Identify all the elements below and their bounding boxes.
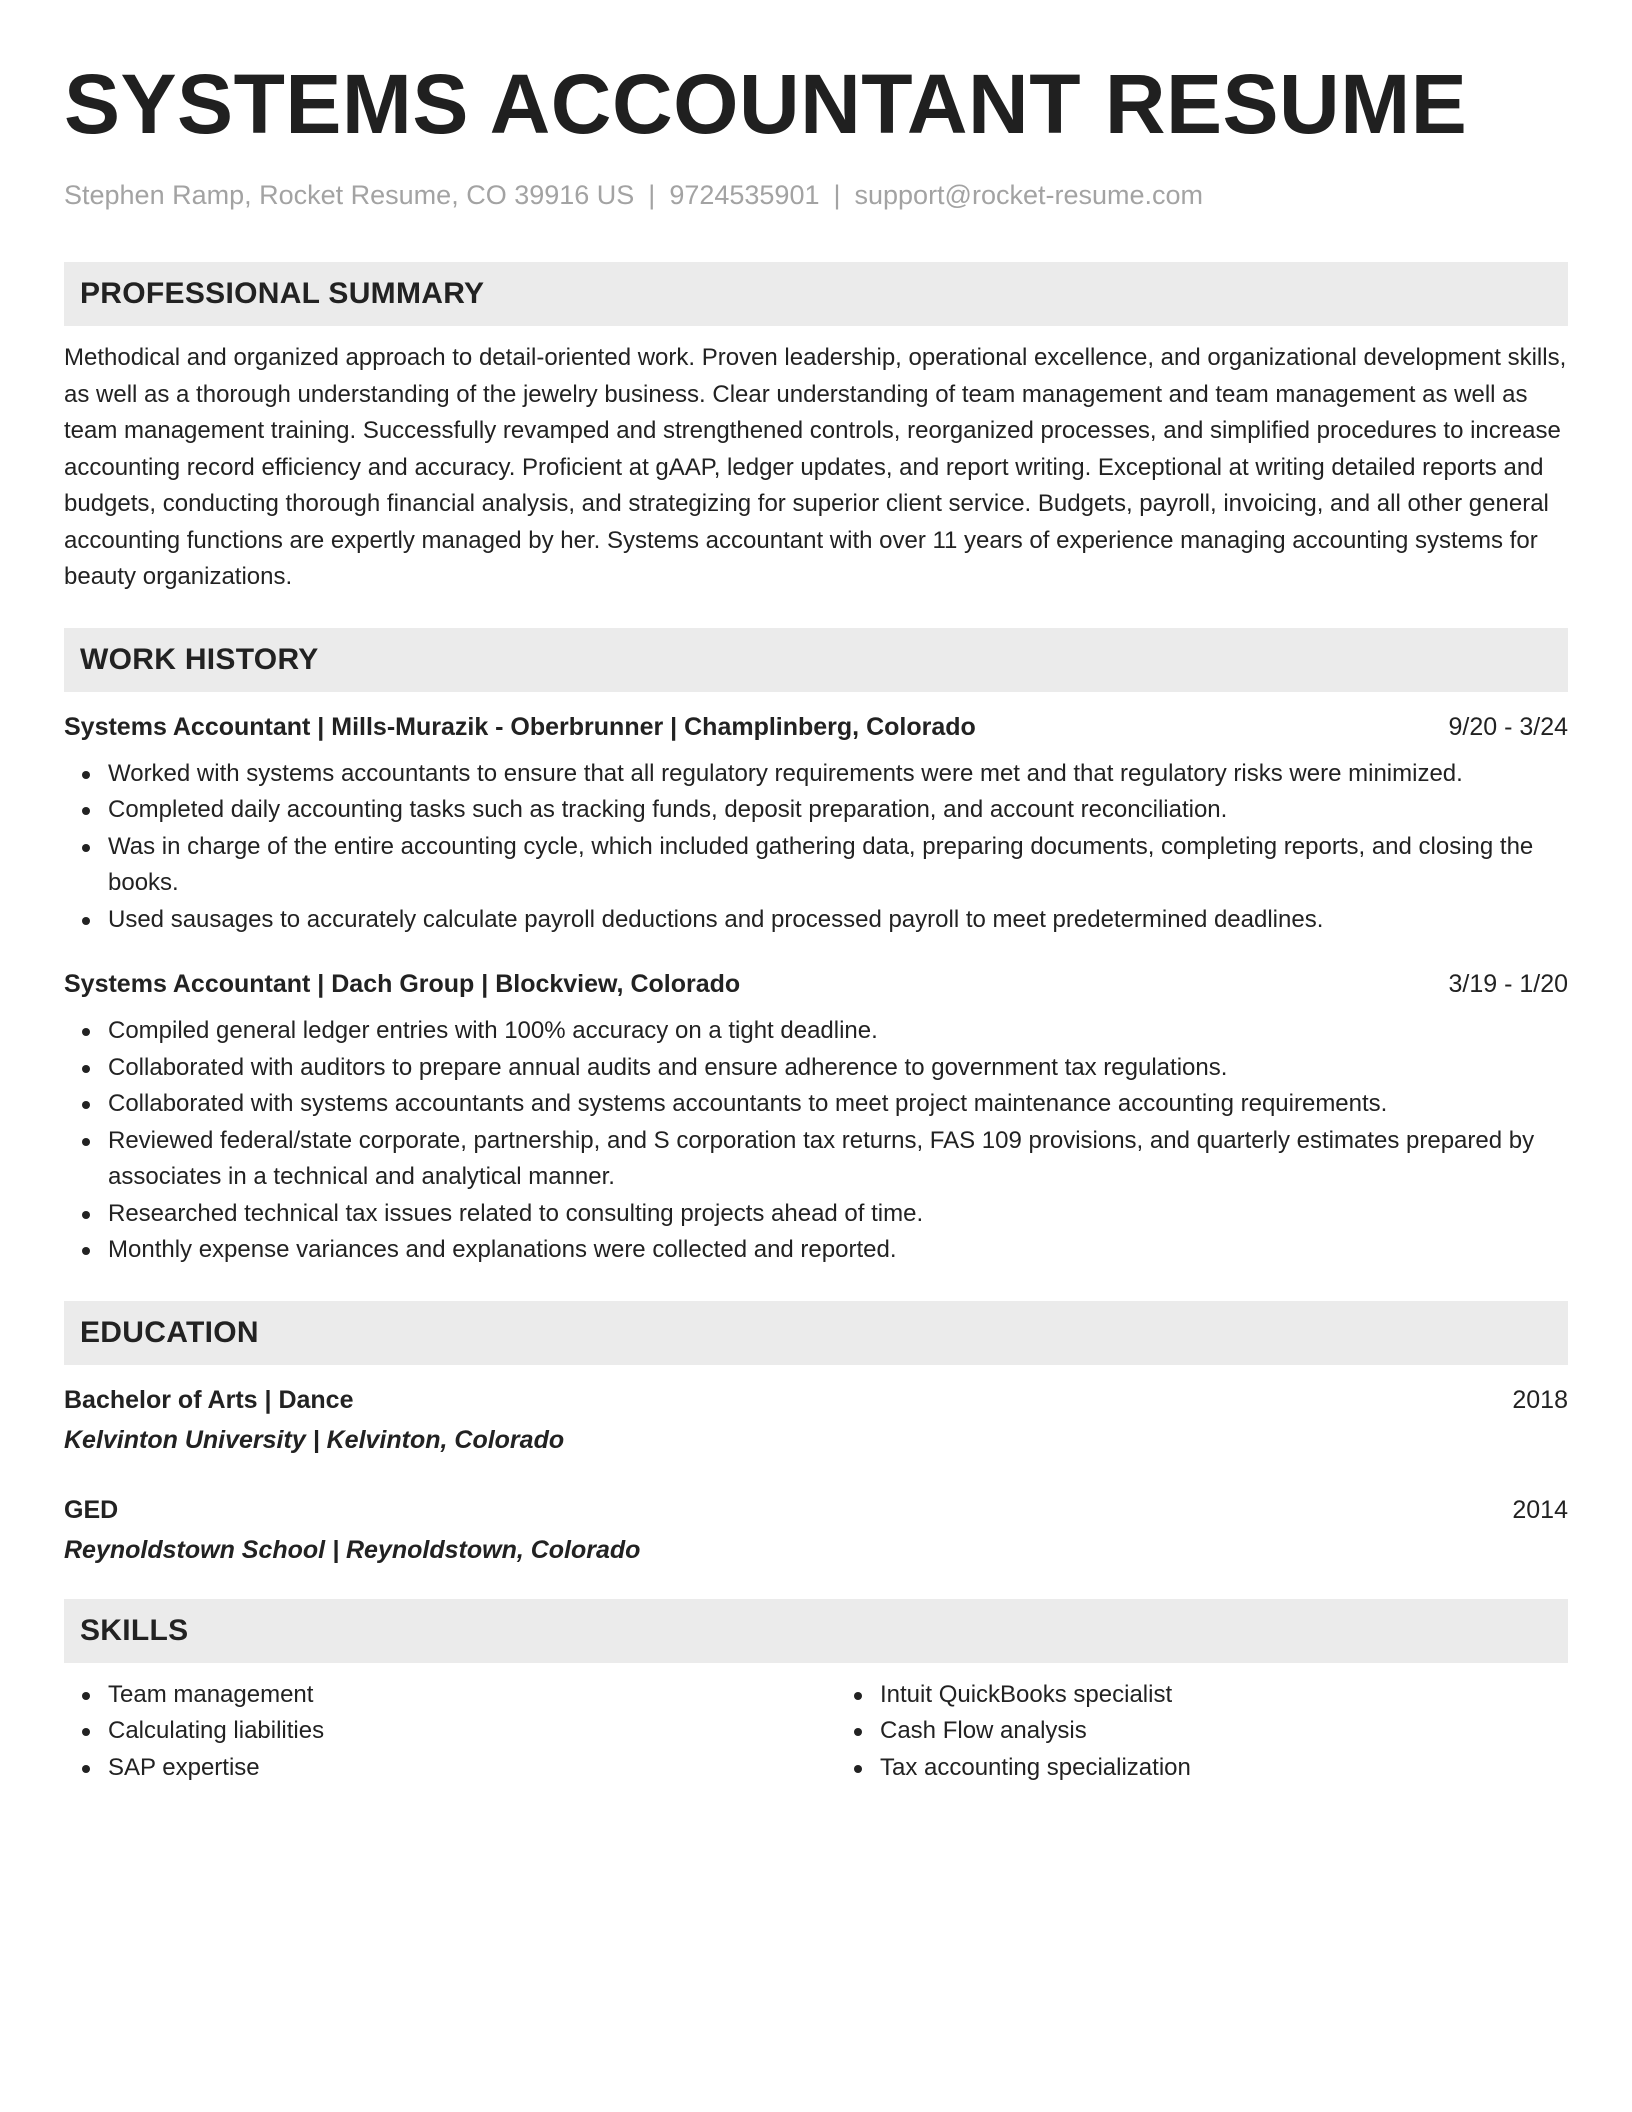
- job-bullet: Collaborated with systems accountants and systems accountants to meet project maintenance accounting requirements.: [108, 1086, 1568, 1123]
- contact-phone: 9724535901: [669, 180, 820, 210]
- skills-list: [64, 1677, 1568, 1787]
- section-header-work-history: WORK HISTORY: [64, 628, 1568, 692]
- job-bullet: Researched technical tax issues related to consulting projects ahead of time.: [108, 1196, 1568, 1233]
- job-bullet: Collaborated with auditors to prepare annual audits and ensure adherence to government tax regulations.: [108, 1050, 1568, 1087]
- contact-line: [64, 178, 1568, 212]
- skill-item: Calculating liabilities: [108, 1713, 816, 1750]
- job-bullets: [64, 756, 1568, 939]
- education-header: [64, 1383, 1568, 1417]
- education-degree: Bachelor of Arts | Dance: [64, 1385, 354, 1414]
- contact-email: support@rocket-resume.com: [854, 180, 1204, 210]
- education-header: [64, 1493, 1568, 1527]
- contact-separator: |: [648, 180, 656, 210]
- job-bullet: Was in charge of the entire accounting cycle, which included gathering data, preparing documents, completing reports, and closing the books.: [108, 829, 1568, 902]
- job-entry: [64, 967, 1568, 1269]
- summary-text: Methodical and organized approach to detail-oriented work. Proven leadership, operational excellence, and organizational development skills, as well as a thorough understanding of the jewelry business. Clear understanding of team management and team management as well as team management training. Successfully revamped and strengthened controls, reorganized processes, and simplified procedures to increase accounting record efficiency and accuracy. Proficient at gAAP, ledger updates, and report writing. Exceptional at writing detailed reports and budgets, conducting thorough financial analysis, and strategizing for superior client service. Budgets, payroll, invoicing, and all other general accounting functions are expertly managed by her. Systems accountant with over 11 years of experience managing accounting systems for beauty organizations.: [64, 344, 1567, 590]
- skill-item: Tax accounting specialization: [880, 1750, 1568, 1787]
- job-bullet: Monthly expense variances and explanations were collected and reported.: [108, 1232, 1568, 1269]
- job-dates: 9/20 - 3/24: [1448, 712, 1568, 741]
- education-year: 2014: [1512, 1495, 1568, 1524]
- job-bullets: [64, 1013, 1568, 1269]
- education-school: Reynoldstown School | Reynoldstown, Colorado: [64, 1535, 641, 1564]
- job-title: Systems Accountant | Mills-Murazik - Oberbrunner | Champlinberg, Colorado: [64, 712, 976, 741]
- skill-item: SAP expertise: [108, 1750, 816, 1787]
- job-bullet: Used sausages to accurately calculate payroll deductions and processed payroll to meet predetermined deadlines.: [108, 902, 1568, 939]
- job-bullet: Reviewed federal/state corporate, partnership, and S corporation tax returns, FAS 109 provisions, and quarterly estimates prepared by associates in a technical and analytical manner.: [108, 1123, 1568, 1196]
- job-header: [64, 967, 1568, 1001]
- section-header-education: EDUCATION: [64, 1301, 1568, 1365]
- job-dates: 3/19 - 1/20: [1448, 970, 1568, 998]
- skill-item: Cash Flow analysis: [880, 1713, 1568, 1750]
- education-year: 2018: [1512, 1385, 1568, 1414]
- section-header-skills: SKILLS: [64, 1599, 1568, 1663]
- job-title: Systems Accountant | Dach Group | Blockview, Colorado: [64, 970, 741, 998]
- skills-column-left: [64, 1677, 816, 1787]
- contact-separator: |: [833, 180, 841, 210]
- job-bullet: Completed daily accounting tasks such as tracking funds, deposit preparation, and account reconciliation.: [108, 792, 1568, 829]
- education-degree: GED: [64, 1495, 119, 1524]
- job-header: [64, 710, 1568, 744]
- education-school: Kelvinton University | Kelvinton, Colorado: [64, 1425, 565, 1454]
- education-entry: [64, 1383, 1568, 1457]
- skills-column-right: [816, 1677, 1568, 1787]
- section-header-summary: PROFESSIONAL SUMMARY: [64, 262, 1568, 326]
- job-bullet: Worked with systems accountants to ensure that all regulatory requirements were met and that regulatory risks were minimized.: [108, 756, 1568, 793]
- resume-title: SYSTEMS ACCOUNTANT RESUME: [64, 57, 1468, 151]
- job-entry: [64, 710, 1568, 939]
- contact-address: Stephen Ramp, Rocket Resume, CO 39916 US: [64, 180, 635, 210]
- skill-item: Team management: [108, 1677, 816, 1714]
- education-entry: [64, 1493, 1568, 1567]
- job-bullet: Compiled general ledger entries with 100% accuracy on a tight deadline.: [108, 1013, 1568, 1050]
- skill-item: Intuit QuickBooks specialist: [880, 1677, 1568, 1714]
